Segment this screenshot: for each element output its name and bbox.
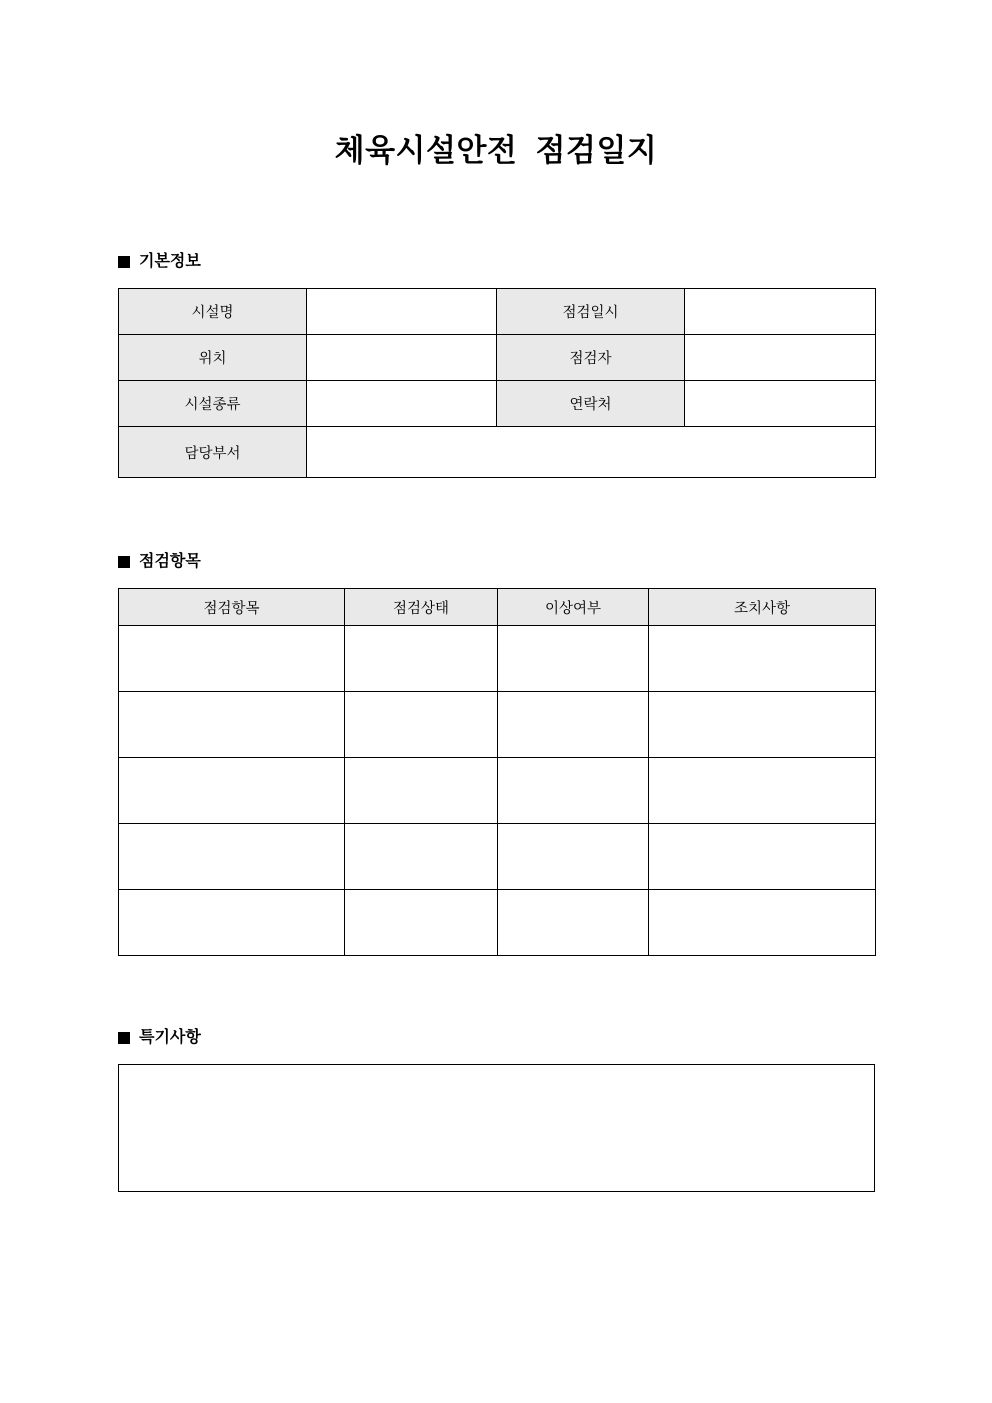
value-inspection-datetime[interactable] bbox=[685, 289, 876, 335]
table-row bbox=[119, 381, 876, 427]
page-title: 체육시설안전 점검일지 bbox=[334, 133, 658, 168]
label-facility-name: 시설명 bbox=[119, 289, 307, 335]
cell-action[interactable] bbox=[649, 626, 876, 692]
label-location: 위치 bbox=[119, 335, 307, 381]
cell-state[interactable] bbox=[345, 758, 498, 824]
section-heading-basic-info bbox=[118, 252, 201, 271]
cell-item[interactable] bbox=[119, 824, 345, 890]
basic-info-table bbox=[118, 288, 876, 478]
table-row bbox=[119, 335, 876, 381]
cell-abnormal[interactable] bbox=[498, 824, 649, 890]
column-header-abnormal: 이상여부 bbox=[498, 589, 649, 626]
value-department[interactable] bbox=[307, 427, 876, 478]
table-row bbox=[119, 427, 876, 478]
label-inspector: 점검자 bbox=[497, 335, 685, 381]
section-heading-label: 점검항목 bbox=[139, 553, 201, 570]
column-header-state: 점검상태 bbox=[345, 589, 498, 626]
cell-item[interactable] bbox=[119, 890, 345, 956]
label-department: 담당부서 bbox=[119, 427, 307, 478]
section-heading-label: 기본정보 bbox=[139, 253, 201, 270]
table-row bbox=[119, 890, 876, 956]
cell-action[interactable] bbox=[649, 692, 876, 758]
square-bullet-icon bbox=[118, 556, 130, 568]
inspection-items-table bbox=[118, 588, 876, 956]
value-inspector[interactable] bbox=[685, 335, 876, 381]
cell-state[interactable] bbox=[345, 626, 498, 692]
value-facility-type[interactable] bbox=[307, 381, 497, 427]
label-contact: 연락처 bbox=[497, 381, 685, 427]
cell-abnormal[interactable] bbox=[498, 758, 649, 824]
value-facility-name[interactable] bbox=[307, 289, 497, 335]
value-location[interactable] bbox=[307, 335, 497, 381]
table-row bbox=[119, 626, 876, 692]
cell-item[interactable] bbox=[119, 758, 345, 824]
square-bullet-icon bbox=[118, 256, 130, 268]
column-header-item: 점검항목 bbox=[119, 589, 345, 626]
square-bullet-icon bbox=[118, 1032, 130, 1044]
cell-action[interactable] bbox=[649, 890, 876, 956]
column-header-action: 조치사항 bbox=[649, 589, 876, 626]
cell-state[interactable] bbox=[345, 824, 498, 890]
table-header-row bbox=[119, 589, 876, 626]
cell-item[interactable] bbox=[119, 626, 345, 692]
cell-abnormal[interactable] bbox=[498, 692, 649, 758]
table-row bbox=[119, 824, 876, 890]
section-heading-inspection-items bbox=[118, 552, 201, 571]
cell-item[interactable] bbox=[119, 692, 345, 758]
cell-state[interactable] bbox=[345, 890, 498, 956]
value-contact[interactable] bbox=[685, 381, 876, 427]
cell-state[interactable] bbox=[345, 692, 498, 758]
table-row bbox=[119, 289, 876, 335]
table-row bbox=[119, 692, 876, 758]
cell-action[interactable] bbox=[649, 758, 876, 824]
special-notes-textarea[interactable] bbox=[118, 1064, 875, 1192]
cell-abnormal[interactable] bbox=[498, 890, 649, 956]
label-facility-type: 시설종류 bbox=[119, 381, 307, 427]
cell-action[interactable] bbox=[649, 824, 876, 890]
section-heading-special-notes bbox=[118, 1028, 201, 1047]
section-heading-label: 특기사항 bbox=[139, 1029, 201, 1046]
cell-abnormal[interactable] bbox=[498, 626, 649, 692]
table-row bbox=[119, 758, 876, 824]
label-inspection-datetime: 점검일시 bbox=[497, 289, 685, 335]
